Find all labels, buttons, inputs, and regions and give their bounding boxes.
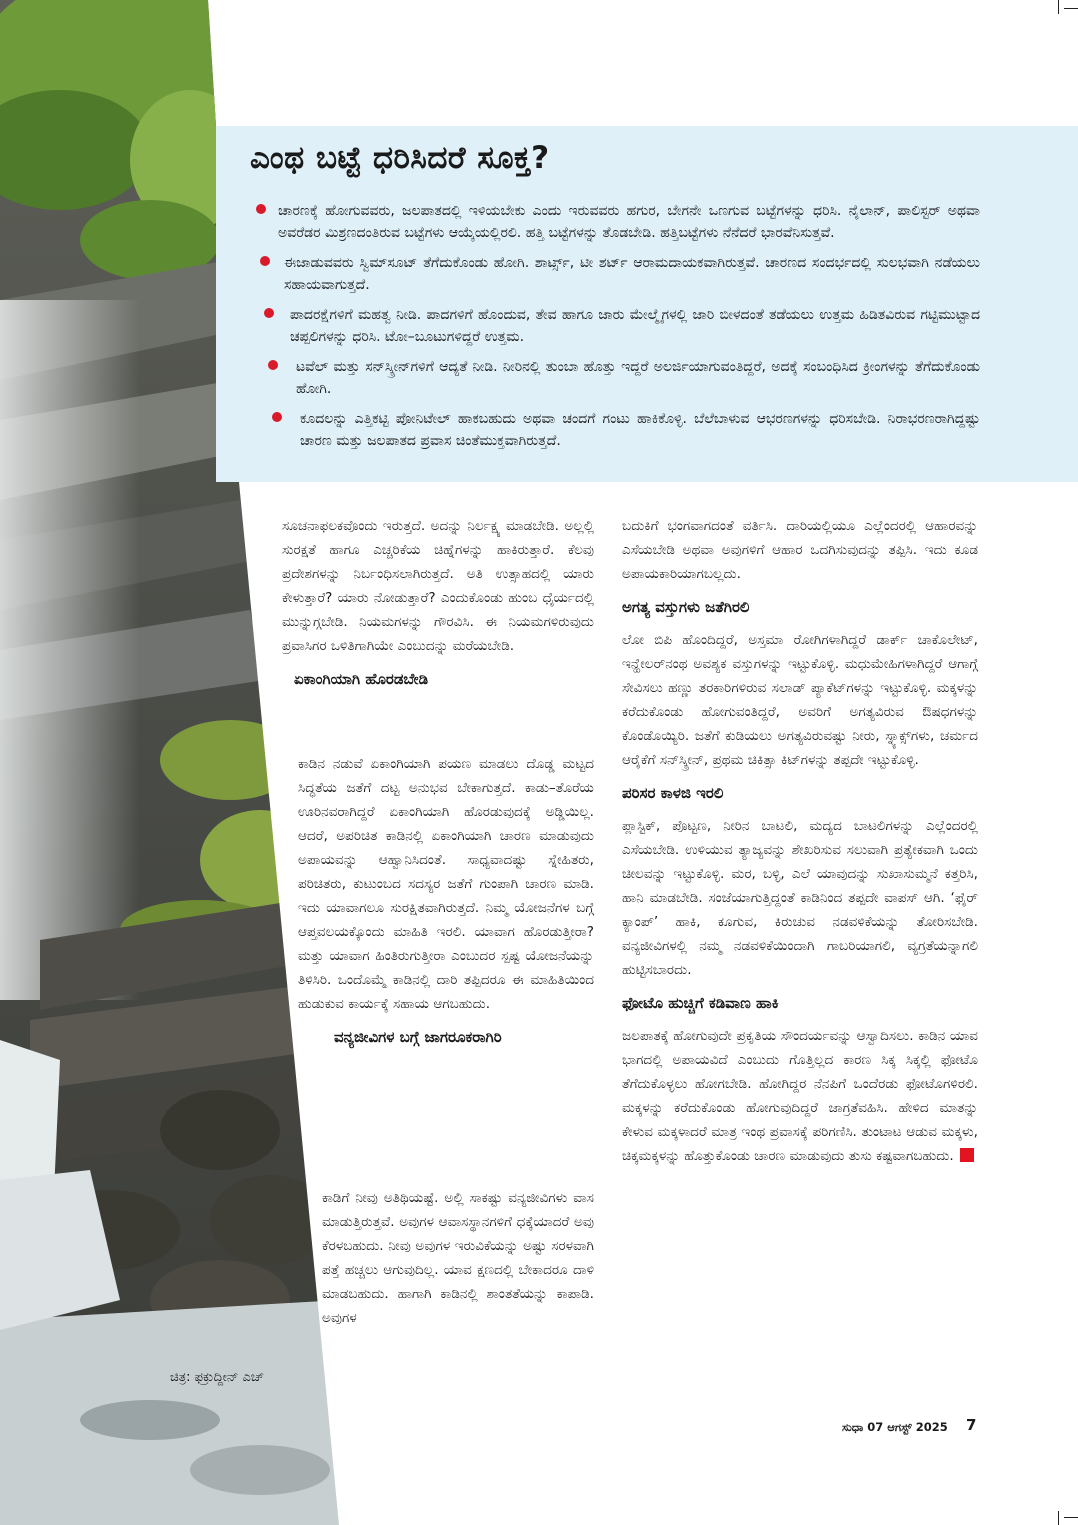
bullet-icon xyxy=(272,412,282,422)
info-box-title: ಎಂಥ ಬಟ್ಟೆ ಧರಿಸಿದರೆ ಸೂಕ್ತ? xyxy=(250,140,550,176)
bullet-icon xyxy=(256,204,266,214)
paragraph: ಲೋ ಬಿಪಿ ಹೊಂದಿದ್ದರೆ, ಅಸ್ತಮಾ ರೋಗಿಗಳಾಗಿದ್ದರೆ ಡಾರ್ಕ್ ಚಾಕೊಲೇಟ್, ಇನ್ಹೇಲರ್‌ನಂಥ ಅವಶ್ಯಕ ವಸ್ತುಗಳನ್ನು ಇಟ್ಟುಕೊಳ್ಳಿ. ಮಧುಮೇಹಿಗಳಾಗಿದ್ದರೆ ಆಗಾಗ್ಗೆ ಸೇವಿಸಲು ಹಣ್ಣು ತರಕಾರಿಗಳಿರುವ ಸಲಾಡ್ ಪ್ಯಾಕೆಟ್‌ಗಳನ್ನು ಇಟ್ಟುಕೊಳ್ಳಿ. ಮಕ್ಕಳನ್ನು ಕರೆದುಕೊಂಡು ಹೋಗುವಂತಿದ್ದರೆ, ಅವರಿಗೆ ಅಗತ್ಯವಿರುವ ಔಷಧಗಳನ್ನು ಕೊಂಡೊಯ್ಯಿರಿ. ಜತೆಗೆ ಕುಡಿಯಲು ಅಗತ್ಯವಿರುವಷ್ಟು ನೀರು, ಸ್ನ್ಯಾಕ್ಸ್‌ಗಳು, ಚರ್ಮದ ಆರೈಕೆಗೆ ಸನ್‌ಸ್ಕ್ರೀನ್, ಪ್ರಥಮ ಚಿಕಿತ್ಸಾ ಕಿಟ್‌ಗಳನ್ನು ತಪ್ಪದೇ ಇಟ್ಟುಕೊಳ್ಳಿ. xyxy=(622,632,978,768)
section-heading: ಅಗತ್ಯ ವಸ್ತುಗಳು ಜತೆಗಿರಲಿ xyxy=(622,598,750,616)
tip-text: ಪಾದರಕ್ಷೆಗಳಿಗೆ ಮಹತ್ವ ನೀಡಿ. ಪಾದಗಳಿಗೆ ಹೊಂದುವ, ತೇವ ಹಾಗೂ ಜಾರು ಮೇಲ್ಮೈಗಳಲ್ಲಿ ಜಾರಿ ಬೀಳದಂತೆ ತಡೆಯಲು ಉತ್ತಮ ಹಿಡಿತವಿರುವ ಗಟ್ಟಿಮುಟ್ಟಾದ ಚಪ್ಪಲಿಗಳನ್ನು ಧರಿಸಿ. ಟೋ–ಬೂಟುಗಳಿದ್ದರೆ ಉತ್ತಮ. xyxy=(290,307,980,345)
paragraph xyxy=(622,1024,978,1168)
tips-list xyxy=(250,200,980,460)
end-mark-icon xyxy=(960,1148,974,1162)
section-heading: ಏಕಾಂಗಿಯಾಗಿ ಹೊರಡಬೇಡಿ xyxy=(294,670,429,688)
paragraph: ಕಾಡಿಗೆ ನೀವು ಅತಿಥಿಯಷ್ಟೆ. ಅಲ್ಲಿ ಸಾಕಷ್ಟು ವನ್ಯಜೀವಿಗಳು ವಾಸ ಮಾಡುತ್ತಿರುತ್ತವೆ. ಅವುಗಳ ಆವಾಸಸ್ಥಾನಗಳಿಗೆ ಧಕ್ಕೆಯಾದರೆ ಅವು ಕೆರಳಬಹುದು. ನೀವು ಅವುಗಳ ಇರುವಿಕೆಯನ್ನು ಅಷ್ಟು ಸರಳವಾಗಿ ಪತ್ತೆ ಹಚ್ಚಲು ಆಗುವುದಿಲ್ಲ. ಯಾವ ಕ್ಷಣದಲ್ಲಿ ಬೇಕಾದರೂ ದಾಳಿ ಮಾಡಬಹುದು. ಹಾಗಾಗಿ ಕಾಡಿನಲ್ಲಿ ಶಾಂತತೆಯನ್ನು ಕಾಪಾಡಿ. ಅವುಗಳ xyxy=(322,1190,594,1326)
column-1-wildlife xyxy=(322,1186,594,1336)
page-number: 7 xyxy=(966,1416,977,1434)
crop-mark xyxy=(1058,0,1059,14)
tip-item xyxy=(250,252,980,296)
column-1-intro xyxy=(282,514,594,700)
tip-text: ಟವೆಲ್ ಮತ್ತು ಸನ್‌ಸ್ಕ್ರೀನ್‌ಗಳಿಗೆ ಆದ್ಯತೆ ನೀಡಿ. ನೀರಿನಲ್ಲಿ ತುಂಬಾ ಹೊತ್ತು ಇದ್ದರೆ ಅಲರ್ಜಿಯಾಗುವಂತಿದ್ದರೆ, ಅದಕ್ಕೆ ಸಂಬಂಧಿಸಿದ ಕ್ರೀಂಗಳನ್ನು ತೆಗೆದುಕೊಂಡು ಹೋಗಿ. xyxy=(296,359,980,397)
tip-item xyxy=(250,304,980,348)
crop-mark xyxy=(1064,1517,1078,1518)
bullet-icon xyxy=(264,308,274,318)
photo-paragraph-text: ಜಲಪಾತಕ್ಕೆ ಹೋಗುವುದೇ ಪ್ರಕೃತಿಯ ಸೌಂದರ್ಯವನ್ನು ಆಸ್ವಾದಿಸಲು. ಕಾಡಿನ ಯಾವ ಭಾಗದಲ್ಲಿ ಅಪಾಯವಿದೆ ಎಂಬುದು ಗೊತ್ತಿಲ್ಲದ ಕಾರಣ ಸಿಕ್ಕ ಸಿಕ್ಕಲ್ಲಿ ಫೋಟೊ ತೆಗೆದುಕೊಳ್ಳಲು ಹೋಗಬೇಡಿ. ಹೋಗಿದ್ದರ ನೆನಪಿಗೆ ಒಂದೆರಡು ಫೋಟೊಗಳಿರಲಿ. ಮಕ್ಕಳನ್ನು ಕರೆದುಕೊಂಡು ಹೋಗುವುದಿದ್ದರೆ ಜಾಗ್ರತೆವಹಿಸಿ. ಹೇಳಿದ ಮಾತನ್ನು ಕೇಳುವ ಮಕ್ಕಳಾದರೆ ಮಾತ್ರ ಇಂಥ ಪ್ರವಾಸಕ್ಕೆ ಪರಿಗಣಿಸಿ. ತುಂಟಾಟ ಆಡುವ ಮಕ್ಕಳು, ಚಿಕ್ಕಮಕ್ಕಳನ್ನು ಹೊತ್ತುಕೊಂಡು ಚಾರಣ ಮಾಡುವುದು ತುಸು ಕಷ್ಟವಾಗಬಹುದು. xyxy=(622,1028,978,1164)
section-heading: ಫೋಟೊ ಹುಚ್ಚಿಗೆ ಕಡಿವಾಣ ಹಾಕಿ xyxy=(622,994,779,1012)
column-2 xyxy=(622,514,978,1174)
tip-item xyxy=(250,408,980,452)
footer-magazine: ಸುಧಾ 07 ಆಗಸ್ಟ್ 2025 xyxy=(842,1420,948,1434)
paragraph: ಸೂಚನಾಫಲಕವೊಂದು ಇರುತ್ತದೆ. ಅದನ್ನು ನಿರ್ಲಕ್ಷ್ಯ ಮಾಡಬೇಡಿ. ಅಲ್ಲಲ್ಲಿ ಸುರಕ್ಷತೆ ಹಾಗೂ ಎಚ್ಚರಿಕೆಯ ಚಿಹ್ನೆಗಳನ್ನು ಹಾಕಿರುತ್ತಾರೆ. ಕೆಲವು ಪ್ರದೇಶಗಳನ್ನು ನಿರ್ಬಂಧಿಸಲಾಗಿರುತ್ತದೆ. ಅತಿ ಉತ್ಸಾಹದಲ್ಲಿ ಯಾರು ಕೇಳುತ್ತಾರೆ? ಯಾರು ನೋಡುತ್ತಾರೆ? ಎಂದುಕೊಂಡು ಹುಂಬ ಧೈರ್ಯದಲ್ಲಿ ಮುನ್ನುಗ್ಗಬೇಡಿ. ನಿಯಮಗಳನ್ನು ಗೌರವಿಸಿ. ಈ ನಿಯಮಗಳಿರುವುದು ಪ್ರವಾಸಿಗರ ಒಳಿತಿಗಾಗಿಯೇ ಎಂಬುದನ್ನು ಮರೆಯಬೇಡಿ. xyxy=(282,518,594,654)
bullet-icon xyxy=(268,360,278,370)
paragraph: ಬದುಕಿಗೆ ಭಂಗವಾಗದಂತೆ ವರ್ತಿಸಿ. ದಾರಿಯಲ್ಲಿಯೂ ಎಲ್ಲೆಂದರಲ್ಲಿ ಆಹಾರವನ್ನು ಎಸೆಯಬೇಡಿ ಅಥವಾ ಅವುಗಳಿಗೆ ಆಹಾರ ಒದಗಿಸುವುದನ್ನು ತಪ್ಪಿಸಿ. ಇದು ಕೂಡ ಅಪಾಯಕಾರಿಯಾಗಬಲ್ಲದು. xyxy=(622,518,978,582)
tip-item xyxy=(250,200,980,244)
paragraph: ಕಾಡಿನ ನಡುವೆ ಏಕಾಂಗಿಯಾಗಿ ಪಯಣ ಮಾಡಲು ದೊಡ್ಡ ಮಟ್ಟದ ಸಿದ್ಧತೆಯ ಜತೆಗೆ ದಟ್ಟ ಅನುಭವ ಬೇಕಾಗುತ್ತದೆ. ಕಾಡು–ತೊರೆಯ ಊರಿನವರಾಗಿದ್ದರೆ ಏಕಾಂಗಿಯಾಗಿ ಹೊರಡುವುದಕ್ಕೆ ಅಡ್ಡಿಯಿಲ್ಲ. ಆದರೆ, ಅಪರಿಚಿತ ಕಾಡಿನಲ್ಲಿ ಏಕಾಂಗಿಯಾಗಿ ಚಾರಣ ಮಾಡುವುದು ಅಪಾಯವನ್ನು ಆಹ್ವಾನಿಸಿದಂತೆ. ಸಾಧ್ಯವಾದಷ್ಟು ಸ್ನೇಹಿತರು, ಪರಿಚಿತರು, ಕುಟುಂಬದ ಸದಸ್ಯರ ಜತೆಗೆ ಗುಂಪಾಗಿ ಚಾರಣ ಮಾಡಿ. ಇದು ಯಾವಾಗಲೂ ಸುರಕ್ಷಿತವಾಗಿರುತ್ತದೆ. ನಿಮ್ಮ ಯೋಜನೆಗಳ ಬಗ್ಗೆ ಆಪ್ತವಲಯಕ್ಕೊಂದು ಮಾಹಿತಿ ಇರಲಿ. ಯಾವಾಗ ಹೊರಡುತ್ತೀರಾ? ಮತ್ತು ಯಾವಾಗ ಹಿಂತಿರುಗುತ್ತೀರಾ ಎಂಬುದರ ಸ್ಪಷ್ಟ ಯೋಜನೆಯನ್ನು ತಿಳಿಸಿರಿ. ಒಂದೊಮ್ಮೆ ಕಾಡಿನಲ್ಲಿ ದಾರಿ ತಪ್ಪಿದರೂ ಈ ಮಾಹಿತಿಯಿಂದ ಹುಡುಕುವ ಕಾರ್ಯಕ್ಕೆ ಸಹಾಯ ಆಗಬಹುದು. xyxy=(298,756,594,1012)
photo-credit: ಚಿತ್ರ: ಫಕ್ರುದ್ದೀನ್ ಎಚ್ xyxy=(170,1370,264,1385)
paragraph: ಪ್ಲಾಸ್ಟಿಕ್, ಪೊಟ್ಟಣ, ನೀರಿನ ಬಾಟಲಿ, ಮದ್ಯದ ಬಾಟಲಿಗಳನ್ನು ಎಲ್ಲೆಂದರಲ್ಲಿ ಎಸೆಯಬೇಡಿ. ಉಳಿಯುವ ತ್ಯಾಜ್ಯವನ್ನು ಶೇಖರಿಸುವ ಸಲುವಾಗಿ ಪ್ರತ್ಯೇಕವಾಗಿ ಒಂದು ಚೀಲವನ್ನು ಇಟ್ಟುಕೊಳ್ಳಿ. ಮರ, ಬಳ್ಳಿ, ಎಲೆ ಯಾವುದನ್ನು ಸುಖಾಸುಮ್ಮನೆ ಕತ್ತರಿಸಿ, ಹಾನಿ ಮಾಡಬೇಡಿ. ಸಂಜೆಯಾಗುತ್ತಿದ್ದಂತೆ ಕಾಡಿನಿಂದ ತಪ್ಪದೇ ವಾಪಸ್ ಆಗಿ. ‘ಫೈರ್ ಕ್ಯಾಂಪ್’ ಹಾಕಿ, ಕೂಗುವ, ಕಿರುಚುವ ನಡವಳಿಕೆಯನ್ನು ತೋರಿಸಬೇಡಿ. ವನ್ಯಜೀವಿಗಳಲ್ಲಿ ನಮ್ಮ ನಡವಳಿಕೆಯಿಂದಾಗಿ ಗಾಬರಿಯಾಗಲಿ, ವ್ಯಗ್ರತೆಯನ್ನಾಗಲಿ ಹುಟ್ಟಿಸಬಾರದು. xyxy=(622,818,978,978)
bullet-icon xyxy=(260,256,270,266)
tip-text: ಈಜಾಡುವವರು ಸ್ವಿಮ್‌ಸೂಟ್ ತೆಗೆದುಕೊಂಡು ಹೋಗಿ. ಶಾರ್ಟ್ಸ್, ಟೀ ಶರ್ಟ್ ಆರಾಮದಾಯಕವಾಗಿರುತ್ತವೆ. ಚಾರಣದ ಸಂದರ್ಭದಲ್ಲಿ ಸುಲಭವಾಗಿ ನಡೆಯಲು ಸಹಾಯವಾಗುತ್ತದೆ. xyxy=(284,255,980,293)
tip-text: ಕೂದಲನ್ನು ಎತ್ತಿಕಟ್ಟಿ ಪೋನಿಟೇಲ್ ಹಾಕಬಹುದು ಅಥವಾ ಚಂದಗೆ ಗಂಟು ಹಾಕಿಕೊಳ್ಳಿ. ಬೆಲೆಬಾಳುವ ಆಭರಣಗಳನ್ನು ಧರಿಸಬೇಡಿ. ನಿರಾಭರಣರಾಗಿದ್ದಷ್ಟು ಚಾರಣ ಮತ್ತು ಜಲಪಾತದ ಪ್ರವಾಸ ಚಿಂತೆಮುಕ್ತವಾಗಿರುತ್ತದೆ. xyxy=(300,411,980,449)
column-1-solo xyxy=(298,752,594,1058)
tip-text: ಚಾರಣಕ್ಕೆ ಹೋಗುವವರು, ಜಲಪಾತದಲ್ಲಿ ಇಳಿಯಬೇಕು ಎಂದು ಇರುವವರು ಹಗುರ, ಬೇಗನೇ ಒಣಗುವ ಬಟ್ಟೆಗಳನ್ನು ಧರಿಸಿ. ನೈಲಾನ್‌, ಪಾಲಿಸ್ಟರ್ ಅಥವಾ ಅವರೆಡರ ಮಿಶ್ರಣದಂತಿರುವ ಬಟ್ಟೆಗಳು ಆಯ್ಕೆಯಲ್ಲಿರಲಿ. ಹತ್ತಿ ಬಟ್ಟೆಗಳನ್ನು ತೊಡಬೇಡಿ. ಹತ್ತಿಬಟ್ಟೆಗಳು ನೆನೆದರೆ ಭಾರವೆನಿಸುತ್ತವೆ. xyxy=(278,203,980,241)
tip-item xyxy=(250,356,980,400)
crop-mark xyxy=(1064,8,1078,9)
crop-mark xyxy=(1058,1511,1059,1525)
section-heading: ವನ್ಯಜೀವಿಗಳ ಬಗ್ಗೆ ಜಾಗರೂಕರಾಗಿರಿ xyxy=(334,1028,502,1046)
section-heading: ಪರಿಸರ ಕಾಳಜಿ ಇರಲಿ xyxy=(622,784,724,802)
